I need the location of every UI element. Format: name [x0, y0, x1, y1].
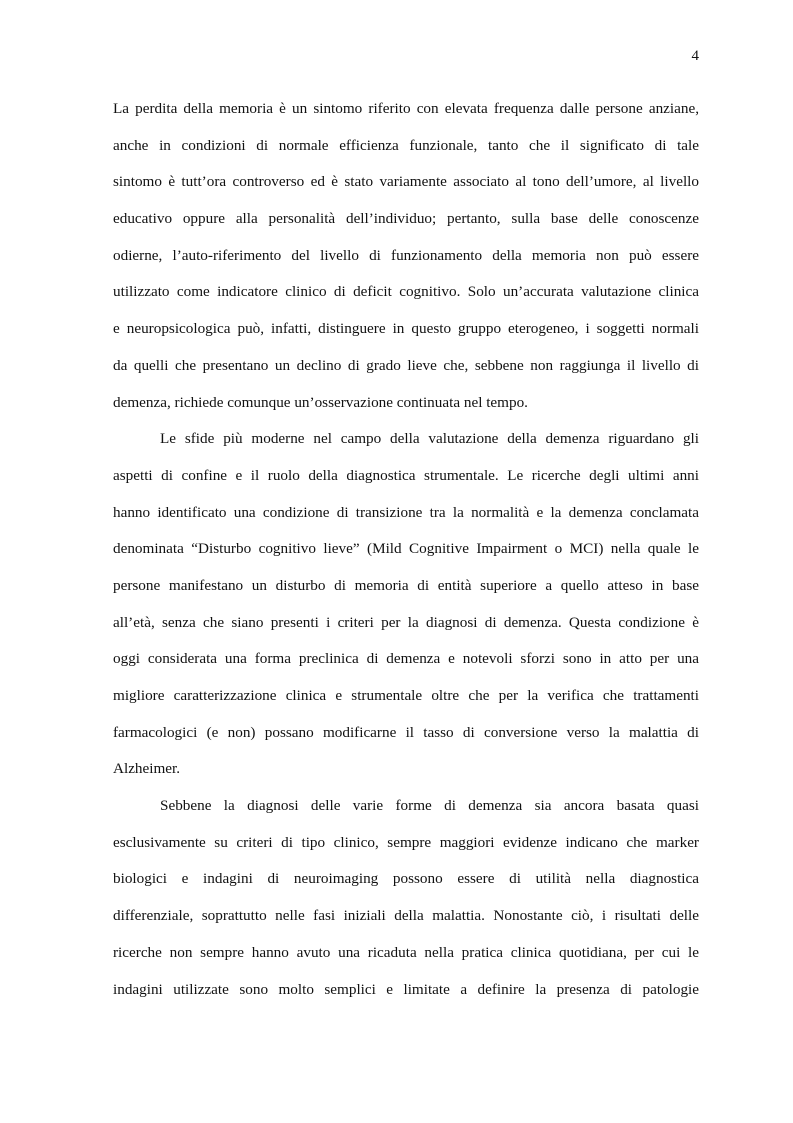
text-line: esclusivamente su criteri di tipo clinico, sempre maggiori evidenze indicano che marker — [113, 833, 699, 851]
text-line: Alzheimer. — [113, 760, 181, 778]
text-line: biologici e indagini di neuroimaging possono essere di utilità nella diagnostica — [113, 870, 699, 888]
text-line: migliore caratterizzazione clinica e strumentale oltre che per la verifica che trattamenti — [113, 687, 699, 704]
text-line: da quelli che presentano un declino di grado lieve che, sebbene non raggiunga il livello di — [113, 356, 699, 374]
paragraph-diagnosis — [113, 788, 699, 1008]
text-line: Sebbene la diagnosi delle varie forme di demenza sia ancora basata quasi — [160, 797, 699, 815]
text-line: La perdita della memoria è un sintomo riferito con elevata frequenza dalle persone anziane, — [113, 100, 699, 117]
text-line: oggi considerata una forma preclinica di demenza e notevoli sforzi sono in atto per una — [113, 650, 699, 668]
text-line: educativo oppure alla personalità dell’individuo; pertanto, sulla base delle conoscenze — [113, 210, 699, 228]
paragraph-modern-challenges — [113, 421, 699, 788]
text-line: ricerche non sempre hanno avuto una ricaduta nella pratica clinica quotidiana, per cui le — [113, 943, 699, 961]
text-line: hanno identificato una condizione di transizione tra la normalità e la demenza conclamata — [113, 503, 699, 521]
text-line: sintomo è tutt’ora controverso ed è stato variamente associato al tono dell’umore, al livello — [113, 173, 699, 191]
text-line: Le sfide più moderne nel campo della valutazione della demenza riguardano gli — [160, 430, 699, 448]
text-line: e neuropsicologica può, infatti, distinguere in questo gruppo eterogeneo, i soggetti normali — [113, 320, 699, 338]
page-number: 4 — [691, 48, 699, 64]
text-line: utilizzato come indicatore clinico di deficit cognitivo. Solo un’accurata valutazione clinica — [113, 283, 699, 301]
paragraph-memory-loss — [113, 91, 699, 421]
body-text — [113, 91, 699, 1008]
text-line: aspetti di confine e il ruolo della diagnostica strumentale. Le ricerche degli ultimi anni — [113, 466, 699, 484]
text-line: denominata “Disturbo cognitivo lieve” (Mild Cognitive Impairment o MCI) nella quale le — [113, 540, 699, 558]
text-line: farmacologici (e non) possano modificarne il tasso di conversione verso la malattia di — [113, 723, 699, 741]
text-line: demenza, richiede comunque un’osservazione continuata nel tempo. — [113, 393, 528, 411]
text-line: persone manifestano un disturbo di memoria di entità superiore a quello atteso in base — [113, 576, 699, 594]
text-line: differenziale, soprattutto nelle fasi iniziali della malattia. Nonostante ciò, i risultati delle — [113, 907, 699, 925]
text-line: anche in condizioni di normale efficienza funzionale, tanto che il significato di tale — [113, 136, 699, 154]
text-line: odierne, l’auto-riferimento del livello di funzionamento della memoria non può essere — [113, 246, 699, 264]
text-line: indagini utilizzate sono molto semplici e limitate a definire la presenza di patologie — [113, 980, 699, 998]
text-line: all’età, senza che siano presenti i criteri per la diagnosi di demenza. Questa condizione è — [113, 613, 699, 631]
